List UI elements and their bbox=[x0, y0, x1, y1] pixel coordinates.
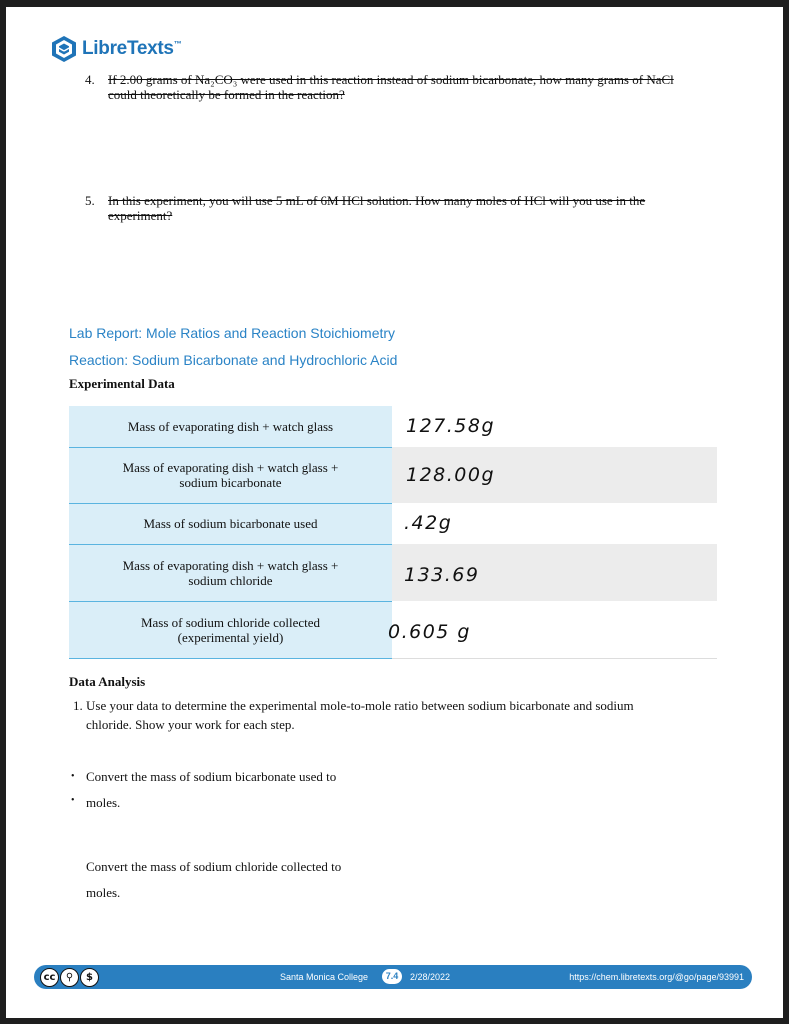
question-text: In this experiment, you will use 5 mL of 6M HCl solution. How many moles of HCl will you use in the bbox=[108, 193, 646, 208]
logo-text: LibreTexts™ bbox=[82, 38, 182, 59]
cc-icon: cc bbox=[40, 968, 59, 987]
page-footer bbox=[34, 965, 752, 989]
bullet-dot: • bbox=[71, 795, 75, 806]
row-label: Mass of evaporating dish + watch glass + sodium bicarbonate bbox=[69, 447, 392, 503]
libretexts-logo-icon bbox=[50, 35, 78, 63]
question-text: If 2.00 grams of Na₂CO₃ were used in this reaction instead of sodium bicarbonate, how many grams of NaCl bbox=[108, 72, 674, 87]
analysis-item-text: Use your data to determine the experimental mole-to-mole ratio between sodium bicarbonate and sodium bbox=[86, 698, 634, 713]
row-value-cell bbox=[392, 447, 717, 503]
libretexts-logo[interactable] bbox=[50, 35, 181, 63]
report-subtitle: Reaction: Sodium Bicarbonate and Hydrochloric Acid bbox=[69, 352, 398, 368]
question-number: 5. bbox=[85, 193, 95, 208]
row-label: Mass of sodium chloride collected (experimental yield) bbox=[69, 601, 392, 658]
cc-license-badge[interactable] bbox=[40, 968, 100, 987]
report-title: Lab Report: Mole Ratios and Reaction Stoichiometry bbox=[69, 325, 396, 341]
table-row bbox=[69, 406, 717, 447]
row-value-cell bbox=[392, 503, 717, 544]
analysis-heading: Data Analysis bbox=[69, 674, 146, 689]
analysis-item-number: 1. bbox=[73, 698, 83, 713]
table-row bbox=[69, 601, 717, 658]
footer-date: 2/28/2022 bbox=[410, 972, 451, 982]
handwritten-value: 0.605 g bbox=[388, 621, 471, 643]
footer-college: Santa Monica College bbox=[280, 972, 369, 982]
table-row bbox=[69, 503, 717, 544]
bullet-dot: • bbox=[71, 771, 75, 782]
analysis-item-text-cont: chloride. Show your work for each step. bbox=[86, 717, 295, 732]
bullet-text: moles. bbox=[86, 795, 121, 810]
handwritten-value: .42g bbox=[404, 512, 453, 534]
handwritten-value: 127.58g bbox=[406, 415, 496, 437]
row-label: Mass of evaporating dish + watch glass bbox=[69, 406, 392, 447]
document-page bbox=[6, 7, 783, 1018]
question-number: 4. bbox=[85, 72, 95, 87]
row-label: Mass of sodium bicarbonate used bbox=[69, 503, 392, 544]
table-row bbox=[69, 544, 717, 601]
paragraph-text: Convert the mass of sodium chloride collected to bbox=[86, 859, 342, 874]
handwritten-value: 128.00g bbox=[406, 464, 496, 486]
paragraph-text-cont: moles. bbox=[86, 885, 121, 900]
question-text-cont: could theoretically be formed in the reaction? bbox=[108, 87, 345, 102]
experimental-data-table bbox=[69, 406, 717, 659]
handwritten-value: 133.69 bbox=[404, 564, 480, 586]
row-value-cell bbox=[388, 601, 717, 658]
footer-url-link[interactable]: https://chem.libretexts.org/@go/page/93991 bbox=[569, 972, 744, 982]
section-heading: Experimental Data bbox=[69, 376, 175, 391]
footer-page-badge: 7.4 bbox=[382, 969, 402, 984]
question-text-cont: experiment? bbox=[108, 208, 173, 223]
by-attribution-icon: ⚲ bbox=[60, 968, 79, 987]
noncommercial-icon: $ bbox=[80, 968, 99, 987]
row-value-cell bbox=[392, 406, 717, 447]
bullet-text: Convert the mass of sodium bicarbonate used to bbox=[86, 769, 337, 784]
row-label: Mass of evaporating dish + watch glass + sodium chloride bbox=[69, 544, 392, 601]
row-value-cell bbox=[392, 544, 717, 601]
table-row bbox=[69, 447, 717, 503]
